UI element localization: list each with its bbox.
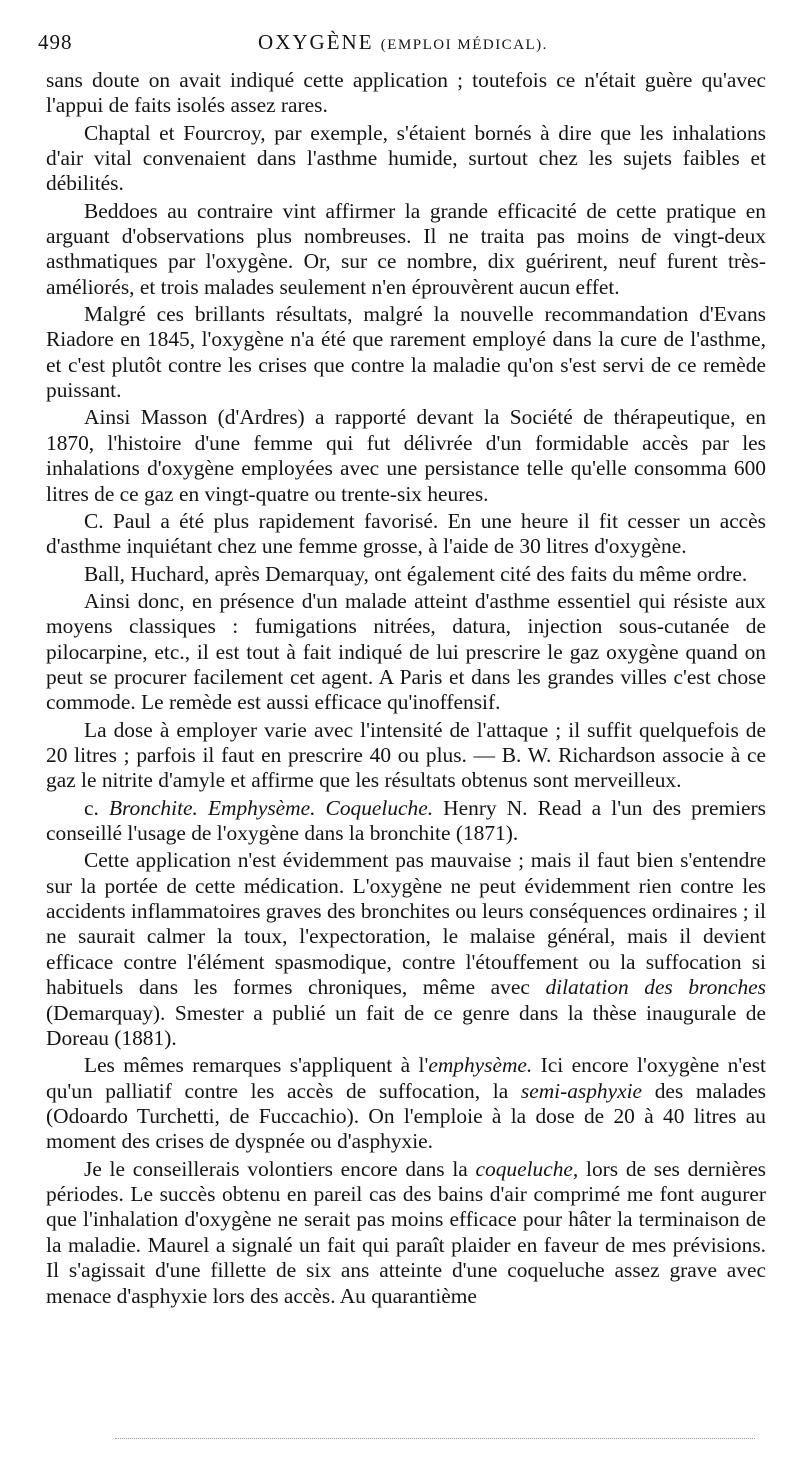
text-run: Cette application n'est évidemment pas mauvaise ; mais il faut bien s'entendre sur la portée de cette médication. L'oxygène ne peut évidemment rien contre les accidents inflammatoires graves des bronchites ou leurs conséquences ordinaires ; il ne saurait calmer la toux, l'expectoration, le malaise général, mais il devient efficace contre l'élément spasmodique, contre l'étouffement ou la suffocation si habituels dans les formes chroniques, même avec (46, 848, 766, 1000)
italic-section-title: Bronchite. Emphysème. Coqueluche. (108, 795, 434, 820)
text-run: Les mêmes remarques s'appliquent à l' (84, 1053, 429, 1078)
text-run: (Demarquay). Smester a publié un fait de ce genre dans la thèse inaugurale de Doreau (1881). (46, 1000, 766, 1050)
running-title (38, 30, 768, 55)
italic-term: semi-asphyxie (520, 1078, 643, 1103)
paragraph: Chaptal et Fourcroy, par exemple, s'étaient bornés à dire que les inhalations d'air vital convenaient dans l'asthme humide, surtout chez les sujets faibles et débilités. (46, 120, 766, 196)
italic-term: coqueluche, (475, 1156, 579, 1181)
paragraph (46, 848, 766, 1051)
text-run: des malades (Odoardo Turchetti, de Fuccachio). On l'emploie à la dose de 20 à 40 litres au moment des crises de dyspnée ou d'asphyxie. (46, 1078, 766, 1154)
paragraph: Beddoes au contraire vint affirmer la grande efficacité de cette pratique en arguant d'observations plus nombreuses. Il ne traita pas moins de vingt-deux asthmatiques par l'oxygène. Or, sur ce nombre, dix guérirent, neuf furent très-améliorés, et trois malades seulement n'en éprouvèrent aucun effet. (46, 198, 766, 299)
text-run: lors de ses dernières périodes. Le succès obtenu en pareil cas des bains d'air comprimé me font augurer que l'inhalation d'oxygène ne serait pas moins efficace pour hâter la terminaison de la maladie. Maurel a signalé un fait qui paraît plaider en faveur de mes prévisions. Il s'agissait d'une fillette de six ans atteinte d'une coqueluche assez grave avec menace d'asphyxie lors des accès. Au quarantième (46, 1156, 767, 1308)
section-heading-paragraph (46, 796, 766, 847)
italic-term: emphysème. (428, 1053, 533, 1078)
paragraph-continued: sans doute on avait indiqué cette application ; toutefois ce n'était guère qu'avec l'appui de faits isolés assez rares. (46, 68, 766, 118)
running-title-sub: (EMPLOI MÉDICAL). (380, 37, 548, 53)
paragraph (46, 1157, 766, 1309)
page-header (38, 30, 768, 60)
paragraph: C. Paul a été plus rapidement favorisé. En une heure il fit cesser un accès d'asthme inquiétant chez une femme grosse, à l'aide de 30 litres d'oxygène. (46, 508, 766, 559)
body-text (46, 68, 766, 1309)
text-run: c. (84, 795, 109, 820)
text-run: Je le conseillerais volontiers encore dans la (84, 1156, 476, 1181)
running-title-main: OXYGÈNE (258, 30, 374, 54)
text-run: Henry N. Read a l'un des premiers conseillé l'usage de l'oxygène dans la bronchite (1871). (46, 795, 766, 845)
paragraph: Malgré ces brillants résultats, malgré la nouvelle recommandation d'Evans Riadore en 1845, l'oxygène n'a été que rarement employé dans la cure de l'asthme, et c'est plutôt contre les crises que contre la maladie qu'on s'est servi de ce remède puissant. (46, 302, 766, 403)
paragraph: Ainsi Masson (d'Ardres) a rapporté devant la Société de thérapeutique, en 1870, l'histoire d'une femme qui fut délivrée d'un formidable accès par les inhalations d'oxygène employées avec une persistance telle qu'elle consomma 600 litres de ce gaz en vingt-quatre ou trente-six heures. (46, 405, 766, 506)
paragraph: Ainsi donc, en présence d'un malade atteint d'asthme essentiel qui résiste aux moyens classiques : fumigations nitrées, datura, injection sous-cutanée de pilocarpine, etc., il est tout à fait indiqué de lui prescrire le gaz oxygène quand on peut se procurer facilement cet agent. A Paris et dans les grandes villes c'est chose commode. Le remède est aussi efficace qu'inoffensif. (46, 588, 766, 715)
page-number: 498 (38, 30, 73, 54)
paragraph: La dose à employer varie avec l'intensité de l'attaque ; il suffit quelquefois de 20 litres ; parfois il faut en prescrire 40 ou plus. — B. W. Richardson associe à ce gaz le nitrite d'amyle et affirme que les résultats obtenus sont merveilleux. (46, 717, 766, 793)
paragraph (46, 1053, 766, 1155)
paragraph: Ball, Huchard, après Demarquay, ont également cité des faits du même ordre. (84, 561, 748, 586)
text-run: Ici encore l'oxygène n'est qu'un palliatif contre les accès de suffocation, la (46, 1053, 766, 1103)
footer-rule (115, 1438, 755, 1439)
italic-term: dilatation des bronches (545, 975, 766, 1000)
